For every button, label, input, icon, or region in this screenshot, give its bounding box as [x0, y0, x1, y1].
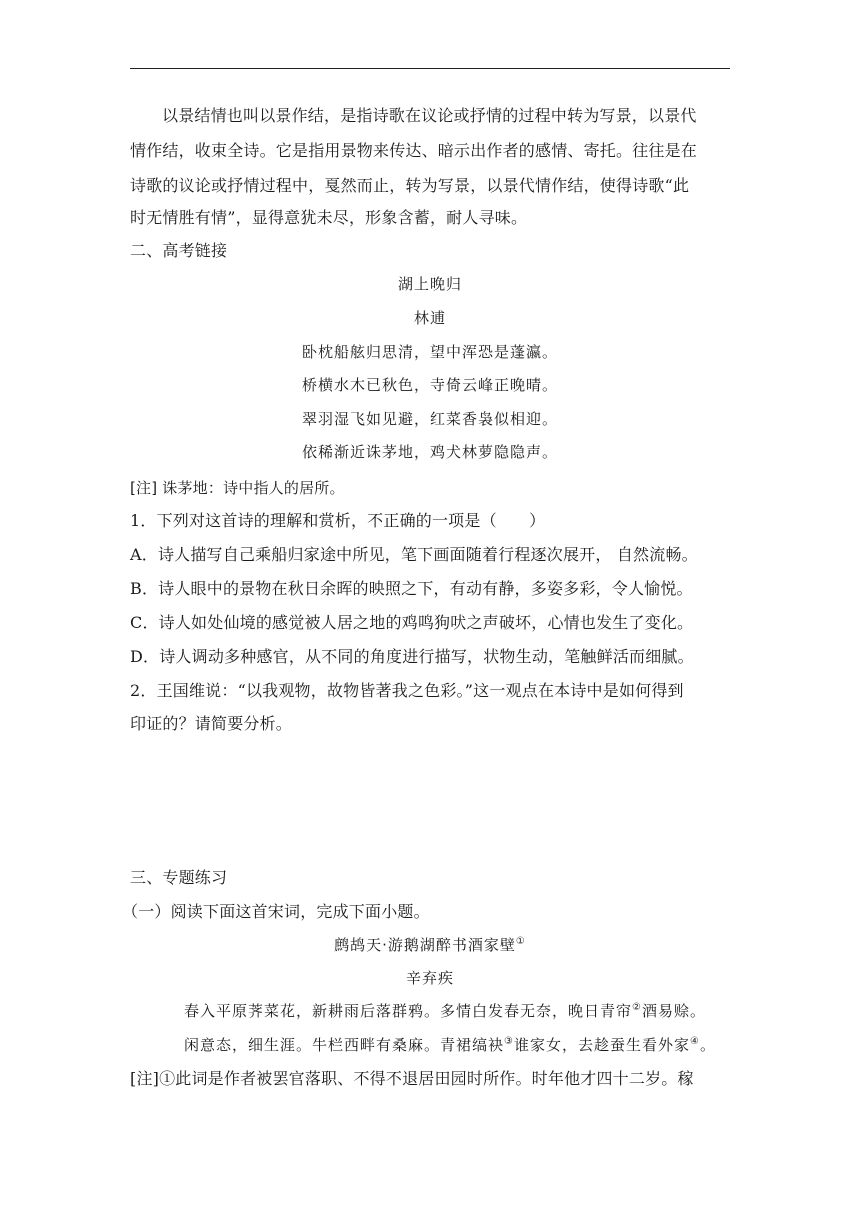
poem-line: 翠羽湿飞如见避，红菜香袅似相迎。	[301, 410, 558, 428]
paragraph-line: 以景结情也叫以景作结，是指诗歌在议论或抒情的过程中转为写景，以景代	[162, 106, 697, 125]
footnote-mark: ④	[690, 1036, 700, 1047]
footnote-mark: ②	[632, 1002, 642, 1013]
paragraph-line: 诗歌的议论或抒情过程中，戛然而止，转为写景，以景代情作结，使得诗歌“此	[130, 176, 690, 195]
paragraph-line: 时无情胜有情”，显得意犹未尽，形象含蓄，耐人寻味。	[130, 208, 528, 227]
exercise-intro: （一）阅读下面这首宋词，完成下面小题。	[122, 902, 430, 921]
poem-author: 林逋	[413, 309, 446, 327]
poem-title: 湖上晚归	[397, 275, 462, 293]
option-b: B．诗人眼中的景物在秋日余晖的映照之下，有动有静，多姿多彩，令人愉悦。	[130, 579, 693, 598]
option-a: A．诗人描写自己乘船归家途中所见，笔下画面随着行程逐次展开， 自然流畅。	[130, 545, 698, 564]
section-heading: 二、高考链接	[130, 241, 228, 260]
paragraph-line: 情作结，收束全诗。它是指用景物来传达、暗示出作者的感情、寄托。往往是在	[130, 141, 698, 160]
ci-note: [注]①此词是作者被罢官落职、不得不退居田园时所作。时年他才四十二岁。稼	[130, 1069, 694, 1088]
question-2-cont: 印证的？请简要分析。	[130, 714, 293, 733]
option-c: C．诗人如处仙境的感觉被人居之地的鸡鸣狗吠之声破坏，心情也发生了变化。	[130, 613, 694, 632]
question-1: 1．下列对这首诗的理解和赏析，不正确的一项是（ ）	[130, 511, 546, 530]
poem-line: 依稀渐近诛茅地，鸡犬林萝隐隐声。	[301, 443, 558, 461]
section-heading: 三、专题练习	[130, 868, 228, 887]
ci-author: 辛弃疾	[405, 969, 454, 987]
poem-line: 卧枕船舷归思清，望中浑恐是蓬瀛。	[301, 343, 558, 361]
option-d: D．诗人调动多种感官，从不同的角度进行描写，状物生动，笔触鲜活而细腻。	[130, 647, 694, 666]
ci-line: 春入平原荠菜花，新耕雨后落群鸦。多情白发春无奈，晚日青帘②酒易赊。	[184, 1002, 706, 1020]
footnote-mark: ③	[504, 1036, 514, 1047]
ci-title: 鹧鸪天·游鹅湖醉书酒家壁①	[334, 936, 526, 954]
header-rule	[130, 68, 730, 69]
poem-note: [注] 诛茅地：诗中指人的居所。	[130, 479, 345, 497]
poem-line: 桥横水木已秋色，寺倚云峰正晚晴。	[301, 376, 558, 394]
footnote-mark: ①	[515, 936, 526, 947]
ci-line: 闲意态，细生涯。牛栏西畔有桑麻。青裙缟袂③谁家女，去趁蚕生看外家④。	[184, 1036, 716, 1054]
question-2: 2．王国维说：“以我观物，故物皆著我之色彩。”这一观点在本诗中是如何得到	[130, 681, 684, 700]
